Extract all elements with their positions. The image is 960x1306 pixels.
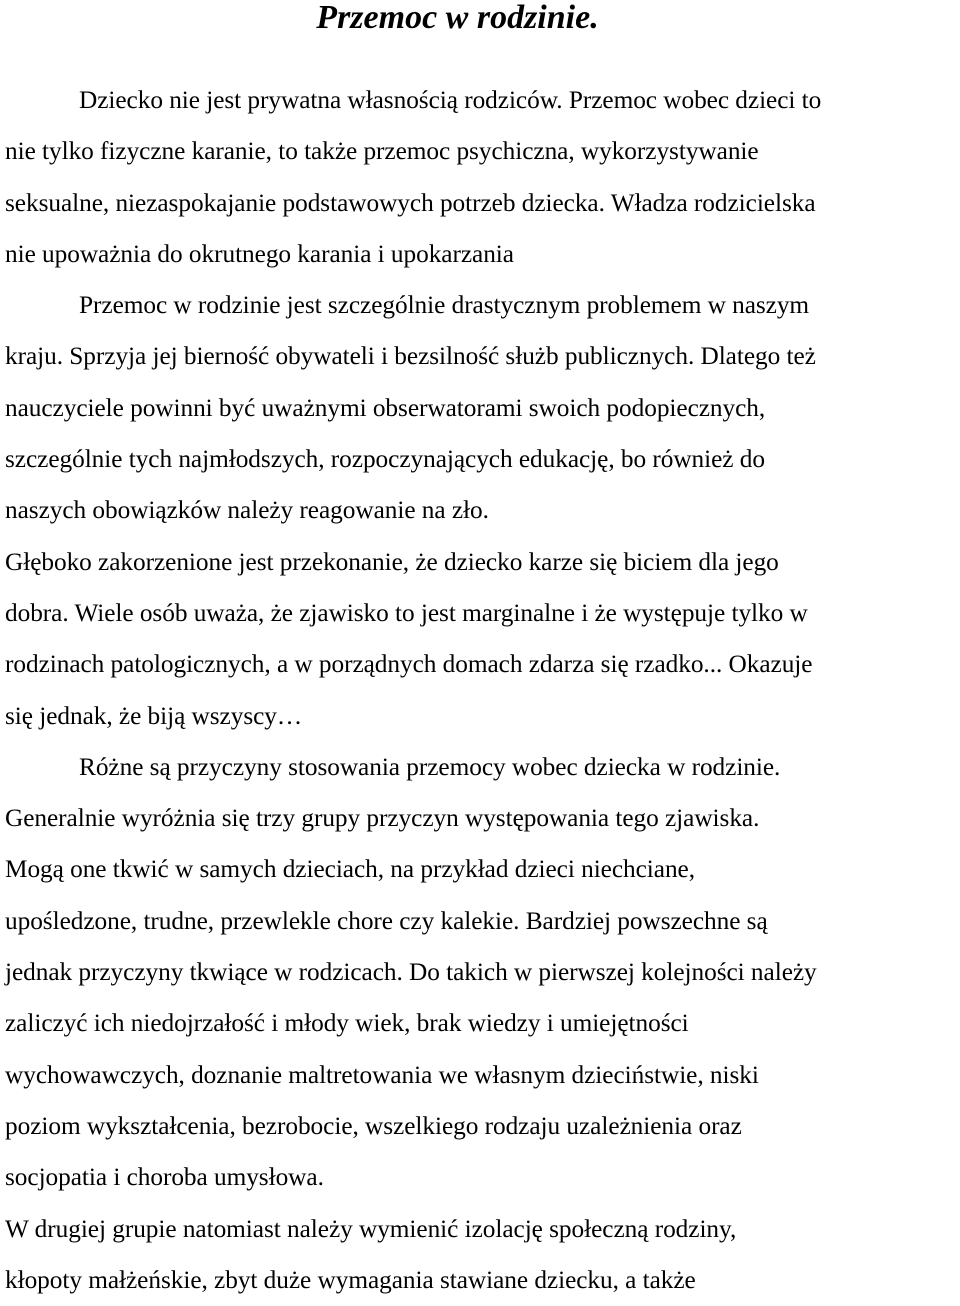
text-line: wychowawczych, doznanie maltretowania we własnym dzieciństwie, niski (5, 1060, 759, 1089)
document-page (5, 0, 960, 1306)
text-line: kłopoty małżeńskie, zbyt duże wymagania stawiane dziecku, a także (5, 1265, 696, 1294)
text-line: naszych obowiązków należy reagowanie na zło. (5, 496, 489, 525)
page-title (5, 0, 960, 62)
text-line: jednak przyczyny tkwiące w rodzicach. Do takich w pierwszej kolejności należy (5, 958, 817, 987)
text-line: zaliczyć ich niedojrzałość i młody wiek, brak wiedzy i umiejętności (5, 1009, 689, 1038)
text-line: socjopatia i choroba umysłowa. (5, 1163, 324, 1192)
text-line: szczególnie tych najmłodszych, rozpoczynających edukację, bo również do (5, 445, 765, 474)
text-line: nie tylko fizyczne karanie, to także przemoc psychiczna, wykorzystywanie (5, 137, 759, 166)
text-line: Dziecko nie jest prywatna własnością rodziców. Przemoc wobec dzieci to (79, 86, 822, 114)
text-line: upośledzone, trudne, przewlekle chore czy kalekie. Bardziej powszechne są (5, 906, 768, 935)
page-title-text: Przemoc w rodzinie. (316, 0, 599, 36)
text-line: Mogą one tkwić w samych dzieciach, na przykład dzieci niechciane, (5, 855, 696, 884)
text-line: nauczyciele powinni być uważnymi obserwatorami swoich podopiecznych, (5, 393, 766, 422)
text-line: dobra. Wiele osób uważa, że zjawisko to jest marginalne i że występuje tylko w (5, 598, 808, 627)
text-line: poziom wykształcenia, bezrobocie, wszelkiego rodzaju uzależnienia oraz (5, 1111, 742, 1140)
text-line: W drugiej grupie natomiast należy wymienić izolację społeczną rodziny, (5, 1214, 737, 1243)
text-line: kraju. Sprzyja jej bierność obywateli i bezsilność służb publicznych. Dlatego też (5, 342, 816, 371)
text-line: seksualne, niezaspokajanie podstawowych potrzeb dziecka. Władza rodzicielska (5, 188, 816, 217)
text-line: Różne są przyczyny stosowania przemocy wobec dziecka w rodzinie. (79, 752, 781, 781)
text-line: Głęboko zakorzenione jest przekonanie, że dziecko karze się biciem dla jego (5, 547, 779, 576)
text-line: nie upoważnia do okrutnego karania i upokarzania (5, 239, 514, 268)
text-line: się jednak, że biją wszyscy… (5, 701, 303, 730)
text-line: Przemoc w rodzinie jest szczególnie drastycznym problemem w naszym (79, 291, 810, 320)
text-line: rodzinach patologicznych, a w porządnych domach zdarza się rzadko... Okazuje (5, 650, 813, 679)
text-line: Generalnie wyróżnia się trzy grupy przyczyn występowania tego zjawiska. (5, 804, 760, 833)
document-body (5, 75, 960, 1306)
